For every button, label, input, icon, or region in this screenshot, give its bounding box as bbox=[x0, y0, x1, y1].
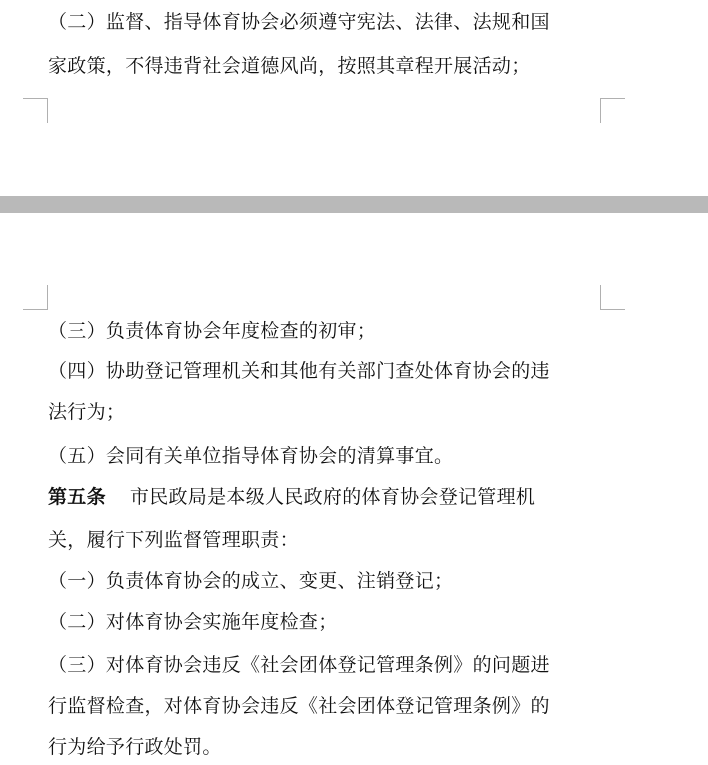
article-5-first-line bbox=[48, 485, 535, 509]
article-heading: 第五条 bbox=[48, 486, 106, 508]
margin-corner-mark bbox=[600, 285, 625, 310]
margin-corner-mark bbox=[600, 98, 625, 123]
paragraph-line: （五）会同有关单位指导体育协会的清算事宜。 bbox=[48, 445, 454, 467]
paragraph-line: （三）负责体育协会年度检查的初审； bbox=[48, 320, 377, 342]
paragraph-line: （二）对体育协会实施年度检查； bbox=[48, 611, 338, 633]
page-separator bbox=[0, 196, 708, 213]
paragraph-line: （四）协助登记管理机关和其他有关部门查处体育协会的违 bbox=[48, 360, 550, 382]
paragraph-line: 家政策，不得违背社会道德风尚，按照其章程开展活动； bbox=[48, 55, 531, 77]
article-text: 市民政局是本级人民政府的体育协会登记管理机 bbox=[129, 486, 536, 508]
paragraph-line: （三）对体育协会违反《社会团体登记管理条例》的问题进 bbox=[48, 654, 550, 676]
paragraph-line: （二）监督、指导体育协会必须遵守宪法、法律、法规和国 bbox=[48, 11, 550, 33]
document-page-2 bbox=[0, 213, 708, 765]
paragraph-line: 行监督检查，对体育协会违反《社会团体登记管理条例》的 bbox=[48, 695, 550, 717]
margin-corner-mark bbox=[23, 285, 48, 310]
paragraph-line: （一）负责体育协会的成立、变更、注销登记； bbox=[48, 570, 454, 592]
margin-corner-mark bbox=[23, 98, 48, 123]
paragraph-line: 法行为； bbox=[48, 401, 126, 423]
document-page-1 bbox=[0, 0, 708, 196]
paragraph-line: 行为给予行政处罚。 bbox=[48, 736, 222, 758]
paragraph-line: 关，履行下列监督管理职责： bbox=[48, 529, 299, 551]
